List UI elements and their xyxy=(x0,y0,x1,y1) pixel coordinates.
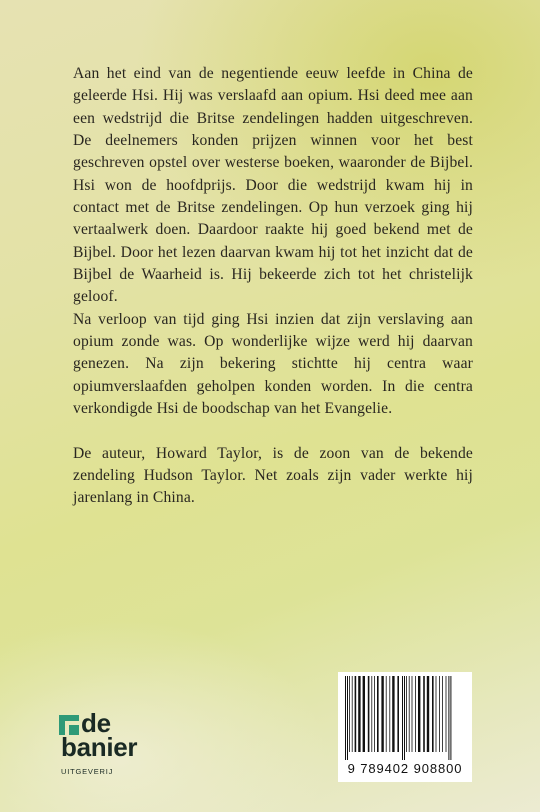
publisher-subtitle: UITGEVERIJ xyxy=(61,767,114,776)
publisher-logo xyxy=(56,708,196,782)
barcode-bar xyxy=(371,676,372,752)
barcode-icon xyxy=(343,676,467,760)
barcode-bar xyxy=(347,676,348,760)
publisher-name-line-2: banier xyxy=(61,732,138,762)
barcode-bar xyxy=(415,676,416,752)
barcode-bar xyxy=(374,676,375,752)
barcode-bar xyxy=(389,676,390,752)
barcode-bar xyxy=(442,676,443,752)
barcode-bar xyxy=(412,676,413,752)
barcode-bar xyxy=(446,676,447,752)
barcode-bar xyxy=(358,676,360,752)
publisher-name-line-1: de xyxy=(81,708,111,738)
barcode-bar xyxy=(439,676,440,752)
barcode-bar xyxy=(436,676,437,752)
isbn-digits: 9 789402 908800 xyxy=(347,761,463,776)
barcode-bar xyxy=(402,676,403,760)
isbn-barcode xyxy=(338,672,472,782)
blurb-paragraph-1: Aan het eind van de negentiende eeuw leefde in China de geleerde Hsi. Hij was verslaafd aan opium. Hsi deed mee aan een wedstrijd die Britse zendelingen hadden uitgeschreven. De deelnemers konden prijzen winnen voor het best geschreven opstel over westerse boeken, waaronder de Bijbel. Hsi won de hoofdprijs. Door die wedstrijd kwam hij in contact met de Britse zendelingen. Op hun verzoek ging hij vertaalwerk doen. Daardoor raakte hij goed bekend met de Bijbel. Door het lezen daarvan kwam hij tot het inzicht dat de Bijbel de Waarheid is. Hij bekeerde zich tot het christelijk geloof. xyxy=(73,65,473,306)
barcode-bar xyxy=(381,676,383,752)
barcode-bar xyxy=(432,676,434,752)
barcode-bar xyxy=(448,676,449,760)
barcode-bar xyxy=(377,676,379,752)
barcode-bar xyxy=(386,676,387,752)
barcode-bar xyxy=(355,676,357,752)
paragraph-spacer xyxy=(73,421,473,443)
barcode-bar xyxy=(406,676,407,752)
barcode-bar xyxy=(368,676,370,752)
barcode-bar xyxy=(349,676,350,752)
barcode-bar xyxy=(392,676,394,752)
barcode-bar xyxy=(450,676,451,760)
blurb-paragraph-2: Na verloop van tijd ging Hsi inzien dat zijn verslaving aan opium zonde was. Op wonderlijke wijze werd hij daarvan genezen. Na zijn bekering stichtte hij centra waar opiumverslaafden geholpen konden worden. In die centra verkondigde Hsi de boodschap van het Evangelie. xyxy=(73,310,473,418)
barcode-bar xyxy=(423,676,425,752)
barcode-bar xyxy=(397,676,399,752)
barcode-bar xyxy=(345,676,346,760)
barcode-bar xyxy=(427,676,429,752)
barcode-bar xyxy=(363,676,365,752)
barcode-bar xyxy=(409,676,410,752)
barcode-bar xyxy=(418,676,420,752)
blurb xyxy=(73,63,473,510)
barcode-bar xyxy=(352,676,353,752)
barcode-bar xyxy=(404,676,405,760)
blurb-paragraph-3: De auteur, Howard Taylor, is de zoon van de bekende zendeling Hudson Taylor. Net zoals zijn vader werkte hij jarenlang in China. xyxy=(73,444,473,507)
